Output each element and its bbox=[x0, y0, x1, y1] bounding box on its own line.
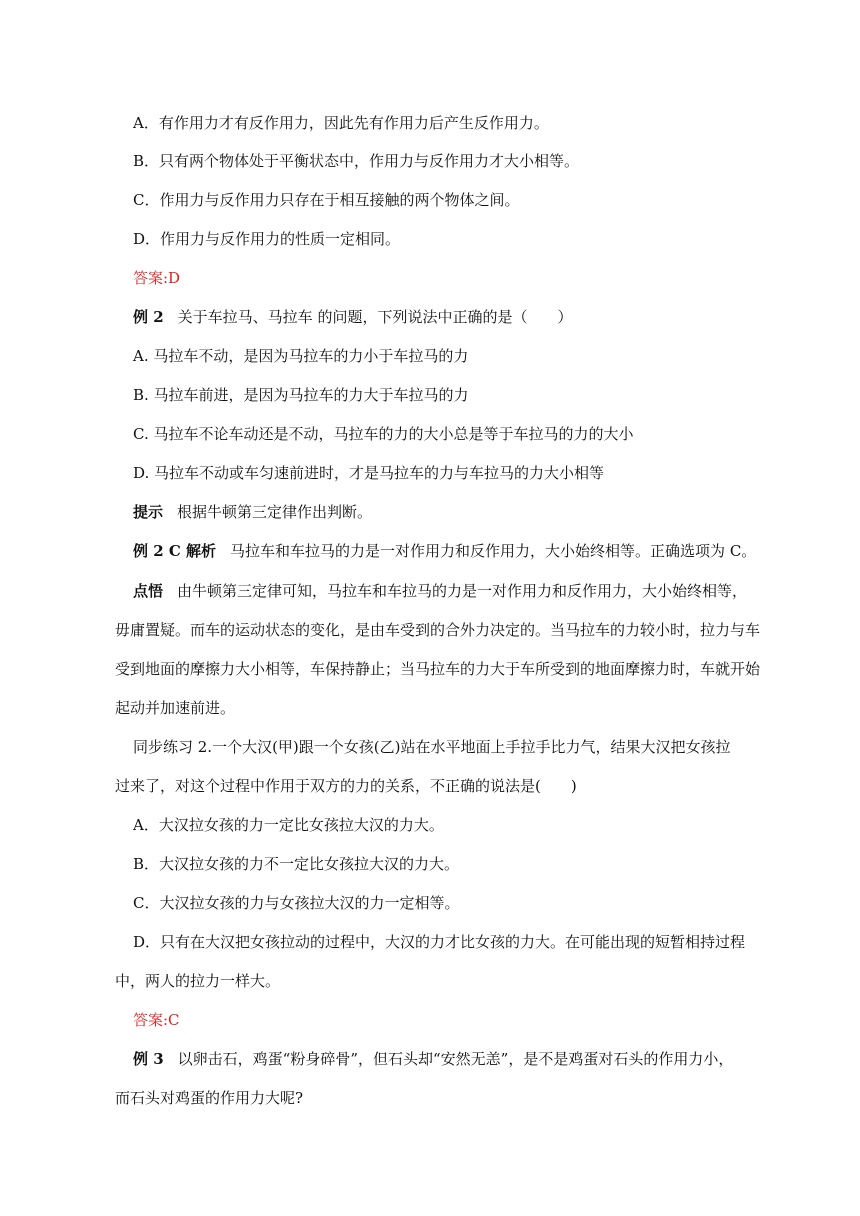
example3-text-1: 以卵击石，鸡蛋“粉身碎骨”，但石头却“安然无恙”，是不是鸡蛋对石头的作用力小， bbox=[177, 1050, 734, 1068]
practice2-option-d-line-1: D．只有在大汉把女孩拉动的过程中，大汉的力才比女孩的力大。在可能出现的短暂相持过程 bbox=[133, 933, 746, 951]
practice2-option-d-line-2: 中，两人的拉力一样大。 bbox=[115, 972, 281, 990]
example3-line-1 bbox=[133, 1048, 733, 1070]
option-b-text: B．只有两个物体处于平衡状态中，作用力与反作用力才大小相等。 bbox=[133, 152, 580, 170]
solution-text: 马拉车和车拉马的力是一对作用力和反作用力，大小始终相等。正确选项为 C。 bbox=[230, 542, 757, 560]
practice2-line-2: 过来了，对这个过程中作用于双方的力的关系，不正确的说法是( ) bbox=[115, 777, 577, 795]
solution-line bbox=[133, 540, 756, 562]
example2-option-d: D. 马拉车不动或车匀速前进时，才是马拉车的力与车拉马的力大小相等 bbox=[133, 464, 605, 482]
option-c-text: C．作用力与反作用力只存在于相互接触的两个物体之间。 bbox=[133, 191, 520, 209]
solution-label: 例 2 C 解析 bbox=[133, 542, 217, 560]
practice2-line-1: 同步练习 2.一个大汉(甲)跟一个女孩(乙)站在水平地面上手拉手比力气，结果大汉把女孩拉 bbox=[133, 738, 731, 756]
insight-line-2: 毋庸置疑。而车的运动状态的变化，是由车受到的合外力决定的。当马拉车的力较小时，拉力与车 bbox=[115, 621, 761, 639]
practice2-answer: 答案:C bbox=[133, 1011, 180, 1029]
example2-option-a: A. 马拉车不动，是因为马拉车的力小于车拉马的力 bbox=[133, 347, 469, 365]
example2-label: 例 2 bbox=[133, 308, 164, 326]
insight-label: 点悟 bbox=[133, 582, 164, 600]
insight-line-4: 起动并加速前进。 bbox=[115, 699, 236, 717]
practice2-option-a: A．大汉拉女孩的力一定比女孩拉大汉的力大。 bbox=[133, 816, 444, 834]
example3-line-2: 而石头对鸡蛋的作用力大呢? bbox=[115, 1089, 304, 1107]
example2-option-b: B. 马拉车前进，是因为马拉车的力大于车拉马的力 bbox=[133, 386, 469, 404]
hint-line bbox=[133, 501, 372, 523]
insight-line-1 bbox=[133, 580, 747, 602]
example3-label: 例 3 bbox=[133, 1050, 164, 1068]
practice2-option-b: B．大汉拉女孩的力不一定比女孩拉大汉的力大。 bbox=[133, 855, 460, 873]
insight-text-1: 由牛顿第三定律可知，马拉车和车拉马的力是一对作用力和反作用力，大小始终相等， bbox=[177, 582, 748, 600]
answer-label: 答案:D bbox=[133, 269, 181, 287]
insight-line-3: 受到地面的摩擦力大小相等，车保持静止；当马拉车的力大于车所受到的地面摩擦力时，车就开始 bbox=[115, 660, 761, 678]
example2-question-text: 关于车拉马、马拉车 的问题，下列说法中正确的是（ ） bbox=[177, 308, 573, 326]
option-a-text: A．有作用力才有反作用力，因此先有作用力后产生反作用力。 bbox=[133, 114, 549, 132]
option-d-text: D．作用力与反作用力的性质一定相同。 bbox=[133, 230, 401, 248]
hint-text: 根据牛顿第三定律作出判断。 bbox=[177, 503, 373, 521]
hint-label: 提示 bbox=[133, 503, 164, 521]
example2-question bbox=[133, 306, 572, 328]
example2-option-c: C. 马拉车不论车动还是不动，马拉车的力的大小总是等于车拉马的力的大小 bbox=[133, 425, 634, 443]
practice2-option-c: C．大汉拉女孩的力与女孩拉大汉的力一定相等。 bbox=[133, 894, 460, 912]
